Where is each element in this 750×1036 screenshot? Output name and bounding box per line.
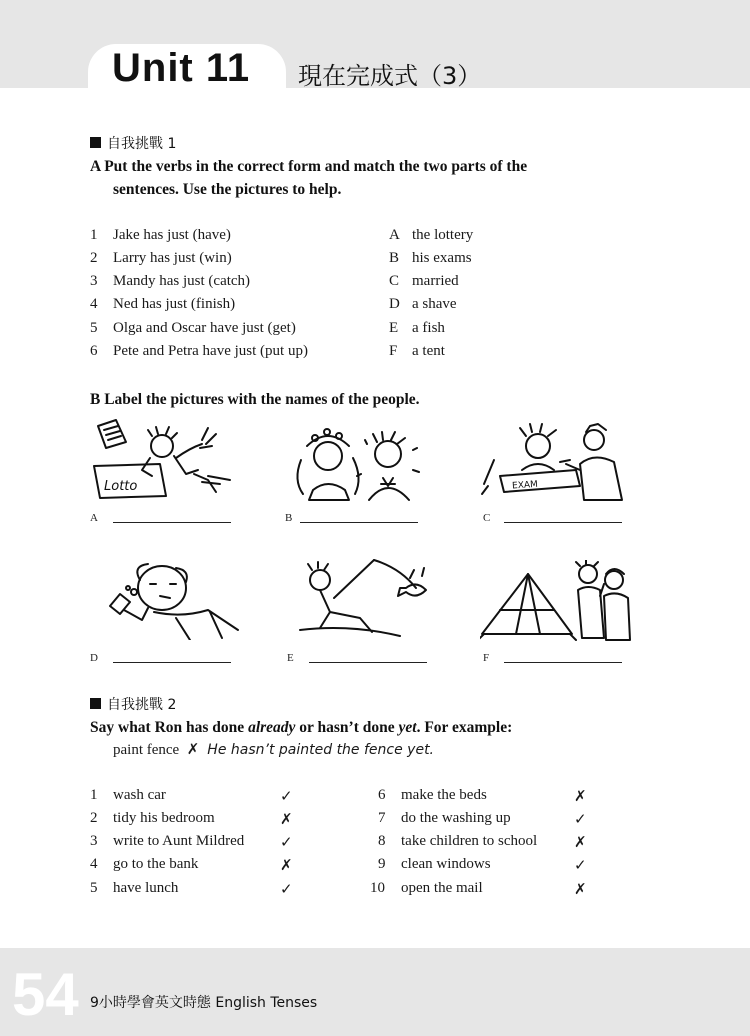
lottery-cartoon-icon	[90, 418, 240, 500]
unit-title: Unit 11	[112, 46, 251, 90]
cross-mark-icon: ✗	[186, 742, 200, 758]
check-mark-icon: ✓	[574, 856, 587, 874]
wedding-cartoon-icon	[283, 420, 433, 502]
picture-label: F	[483, 652, 490, 664]
picture-label: A	[90, 512, 98, 524]
exam-cartoon-icon	[480, 420, 630, 502]
picture-label: C	[483, 512, 491, 524]
answer-line	[309, 662, 427, 663]
cross-mark-icon: ✗	[574, 833, 587, 851]
svg-text:EXAM: EXAM	[511, 479, 539, 492]
cross-mark-icon: ✗	[280, 856, 293, 874]
check-mark-icon: ✓	[280, 787, 293, 805]
picture-label: D	[90, 652, 98, 664]
tent-cartoon-icon	[480, 560, 635, 642]
check-mark-icon: ✓	[280, 880, 293, 898]
instruction-a-line1: A Put the verbs in the correct form and match the two parts of the	[90, 158, 528, 175]
svg-text:Lotto: Lotto	[104, 479, 138, 494]
answer-line	[113, 662, 231, 663]
cross-mark-icon: ✗	[574, 880, 587, 898]
cross-mark-icon: ✗	[280, 810, 293, 828]
instruction-section2: Say what Ron has done already or hasn’t done yet. For example:	[90, 719, 513, 736]
book-title: 9小時學會英文時態 English Tenses	[90, 995, 318, 1011]
shaving-cartoon-icon	[90, 558, 240, 640]
answer-line	[113, 522, 231, 523]
cross-mark-icon: ✗	[574, 787, 587, 805]
fishing-cartoon-icon	[290, 558, 440, 640]
answer-line	[504, 662, 622, 663]
instruction-b: B Label the pictures with the names of the people.	[90, 391, 420, 408]
unit-subtitle: 現在完成式（3）	[298, 62, 482, 90]
section1-heading: 自我挑戰 1	[90, 133, 176, 153]
section2-heading: 自我挑戰 2	[90, 694, 176, 714]
bullet-square-icon	[90, 137, 101, 148]
picture-label: B	[285, 512, 293, 524]
example-answer: He hasn’t painted the fence yet.	[207, 742, 435, 758]
answer-line	[300, 522, 418, 523]
check-mark-icon: ✓	[280, 833, 293, 851]
answer-line	[504, 522, 622, 523]
picture-label: E	[287, 652, 294, 664]
bullet-square-icon	[90, 698, 101, 709]
check-mark-icon: ✓	[574, 810, 587, 828]
example-line: paint fence ✗ He hasn’t painted the fence yet.	[113, 742, 435, 758]
instruction-a-line2: sentences. Use the pictures to help.	[113, 181, 342, 198]
page-number: 54	[12, 961, 79, 1028]
